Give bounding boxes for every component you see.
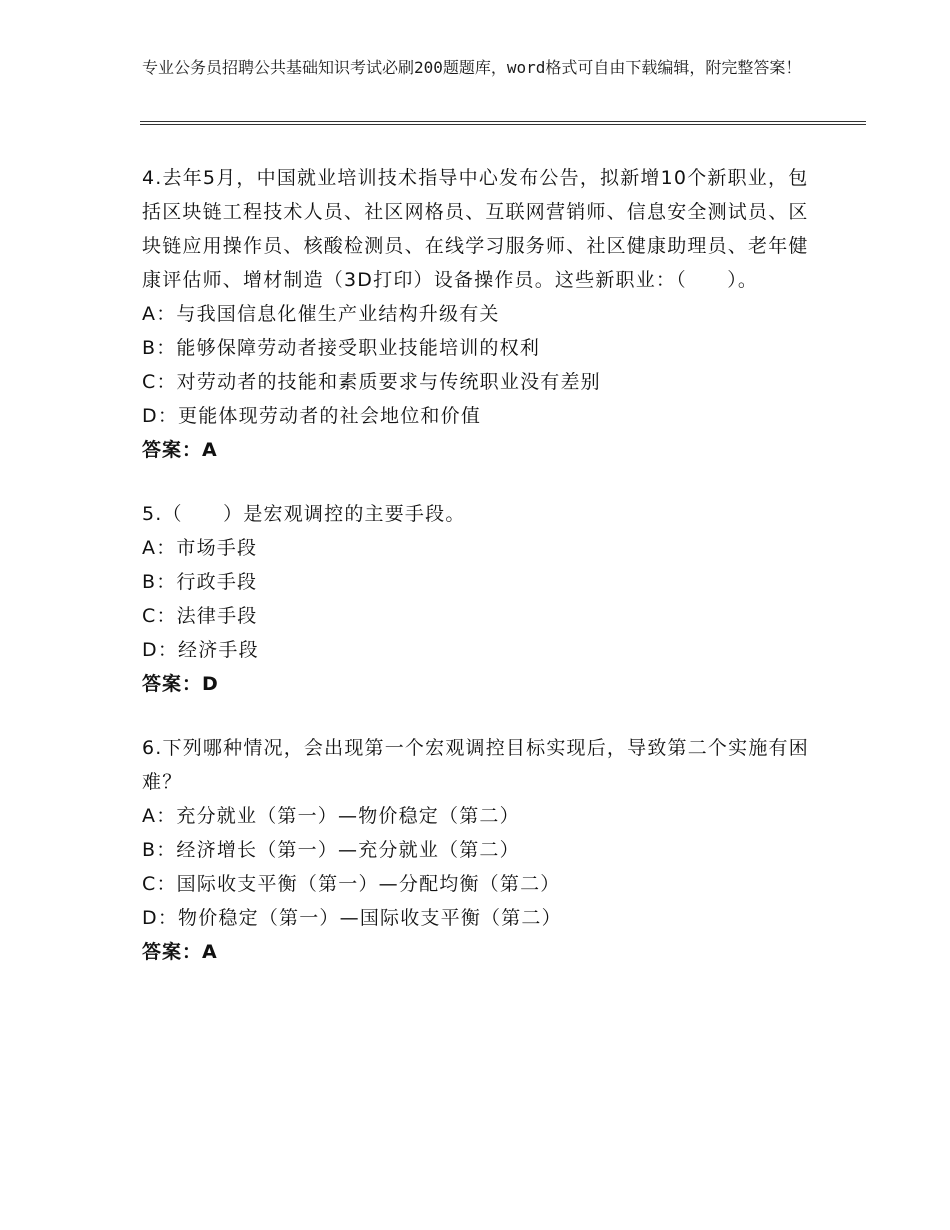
option-d: D：物价稳定（第一）—国际收支平衡（第二） — [142, 907, 562, 929]
question-6 — [142, 731, 812, 969]
option-d: D：更能体现劳动者的社会地位和价值 — [142, 405, 482, 427]
option-a: A：市场手段 — [142, 537, 258, 559]
question-stem: 6.下列哪种情况，会出现第一个宏观调控目标实现后，导致第二个实施有困难？ — [142, 737, 809, 793]
answer-label: 答案：A — [142, 941, 218, 963]
option-a: A：充分就业（第一）—物价稳定（第二） — [142, 805, 520, 827]
question-stem: 4.去年5月，中国就业培训技术指导中心发布公告，拟新增10个新职业，包括区块链工程技术人员、社区网格员、互联网营销师、信息安全测试员、区块链应用操作员、核酸检测员、在线学习服务师、社区健康助理员、老年健康评估师、增材制造（3D打印）设备操作员。这些新职业：（ ）。 — [142, 167, 809, 291]
answer-label: 答案：A — [142, 439, 218, 461]
option-c: C：对劳动者的技能和素质要求与传统职业没有差别 — [142, 371, 601, 393]
document-header — [142, 56, 822, 79]
option-c: C：法律手段 — [142, 605, 258, 627]
option-a: A：与我国信息化催生产业结构升级有关 — [142, 303, 500, 325]
question-list — [142, 161, 812, 999]
header-divider-bottom — [140, 124, 866, 125]
question-stem: 5.（ ）是宏观调控的主要手段。 — [142, 503, 466, 525]
header-text: 专业公务员招聘公共基础知识考试必刷200题题库，word格式可自由下载编辑，附完整答案！ — [142, 58, 802, 77]
header-divider-top — [140, 121, 866, 122]
option-b: B：经济增长（第一）—充分就业（第二） — [142, 839, 520, 861]
question-4 — [142, 161, 812, 467]
option-b: B：能够保障劳动者接受职业技能培训的权利 — [142, 337, 541, 359]
option-c: C：国际收支平衡（第一）—分配均衡（第二） — [142, 873, 561, 895]
option-b: B：行政手段 — [142, 571, 258, 593]
question-5 — [142, 497, 812, 701]
answer-label: 答案：D — [142, 673, 219, 695]
option-d: D：经济手段 — [142, 639, 259, 661]
